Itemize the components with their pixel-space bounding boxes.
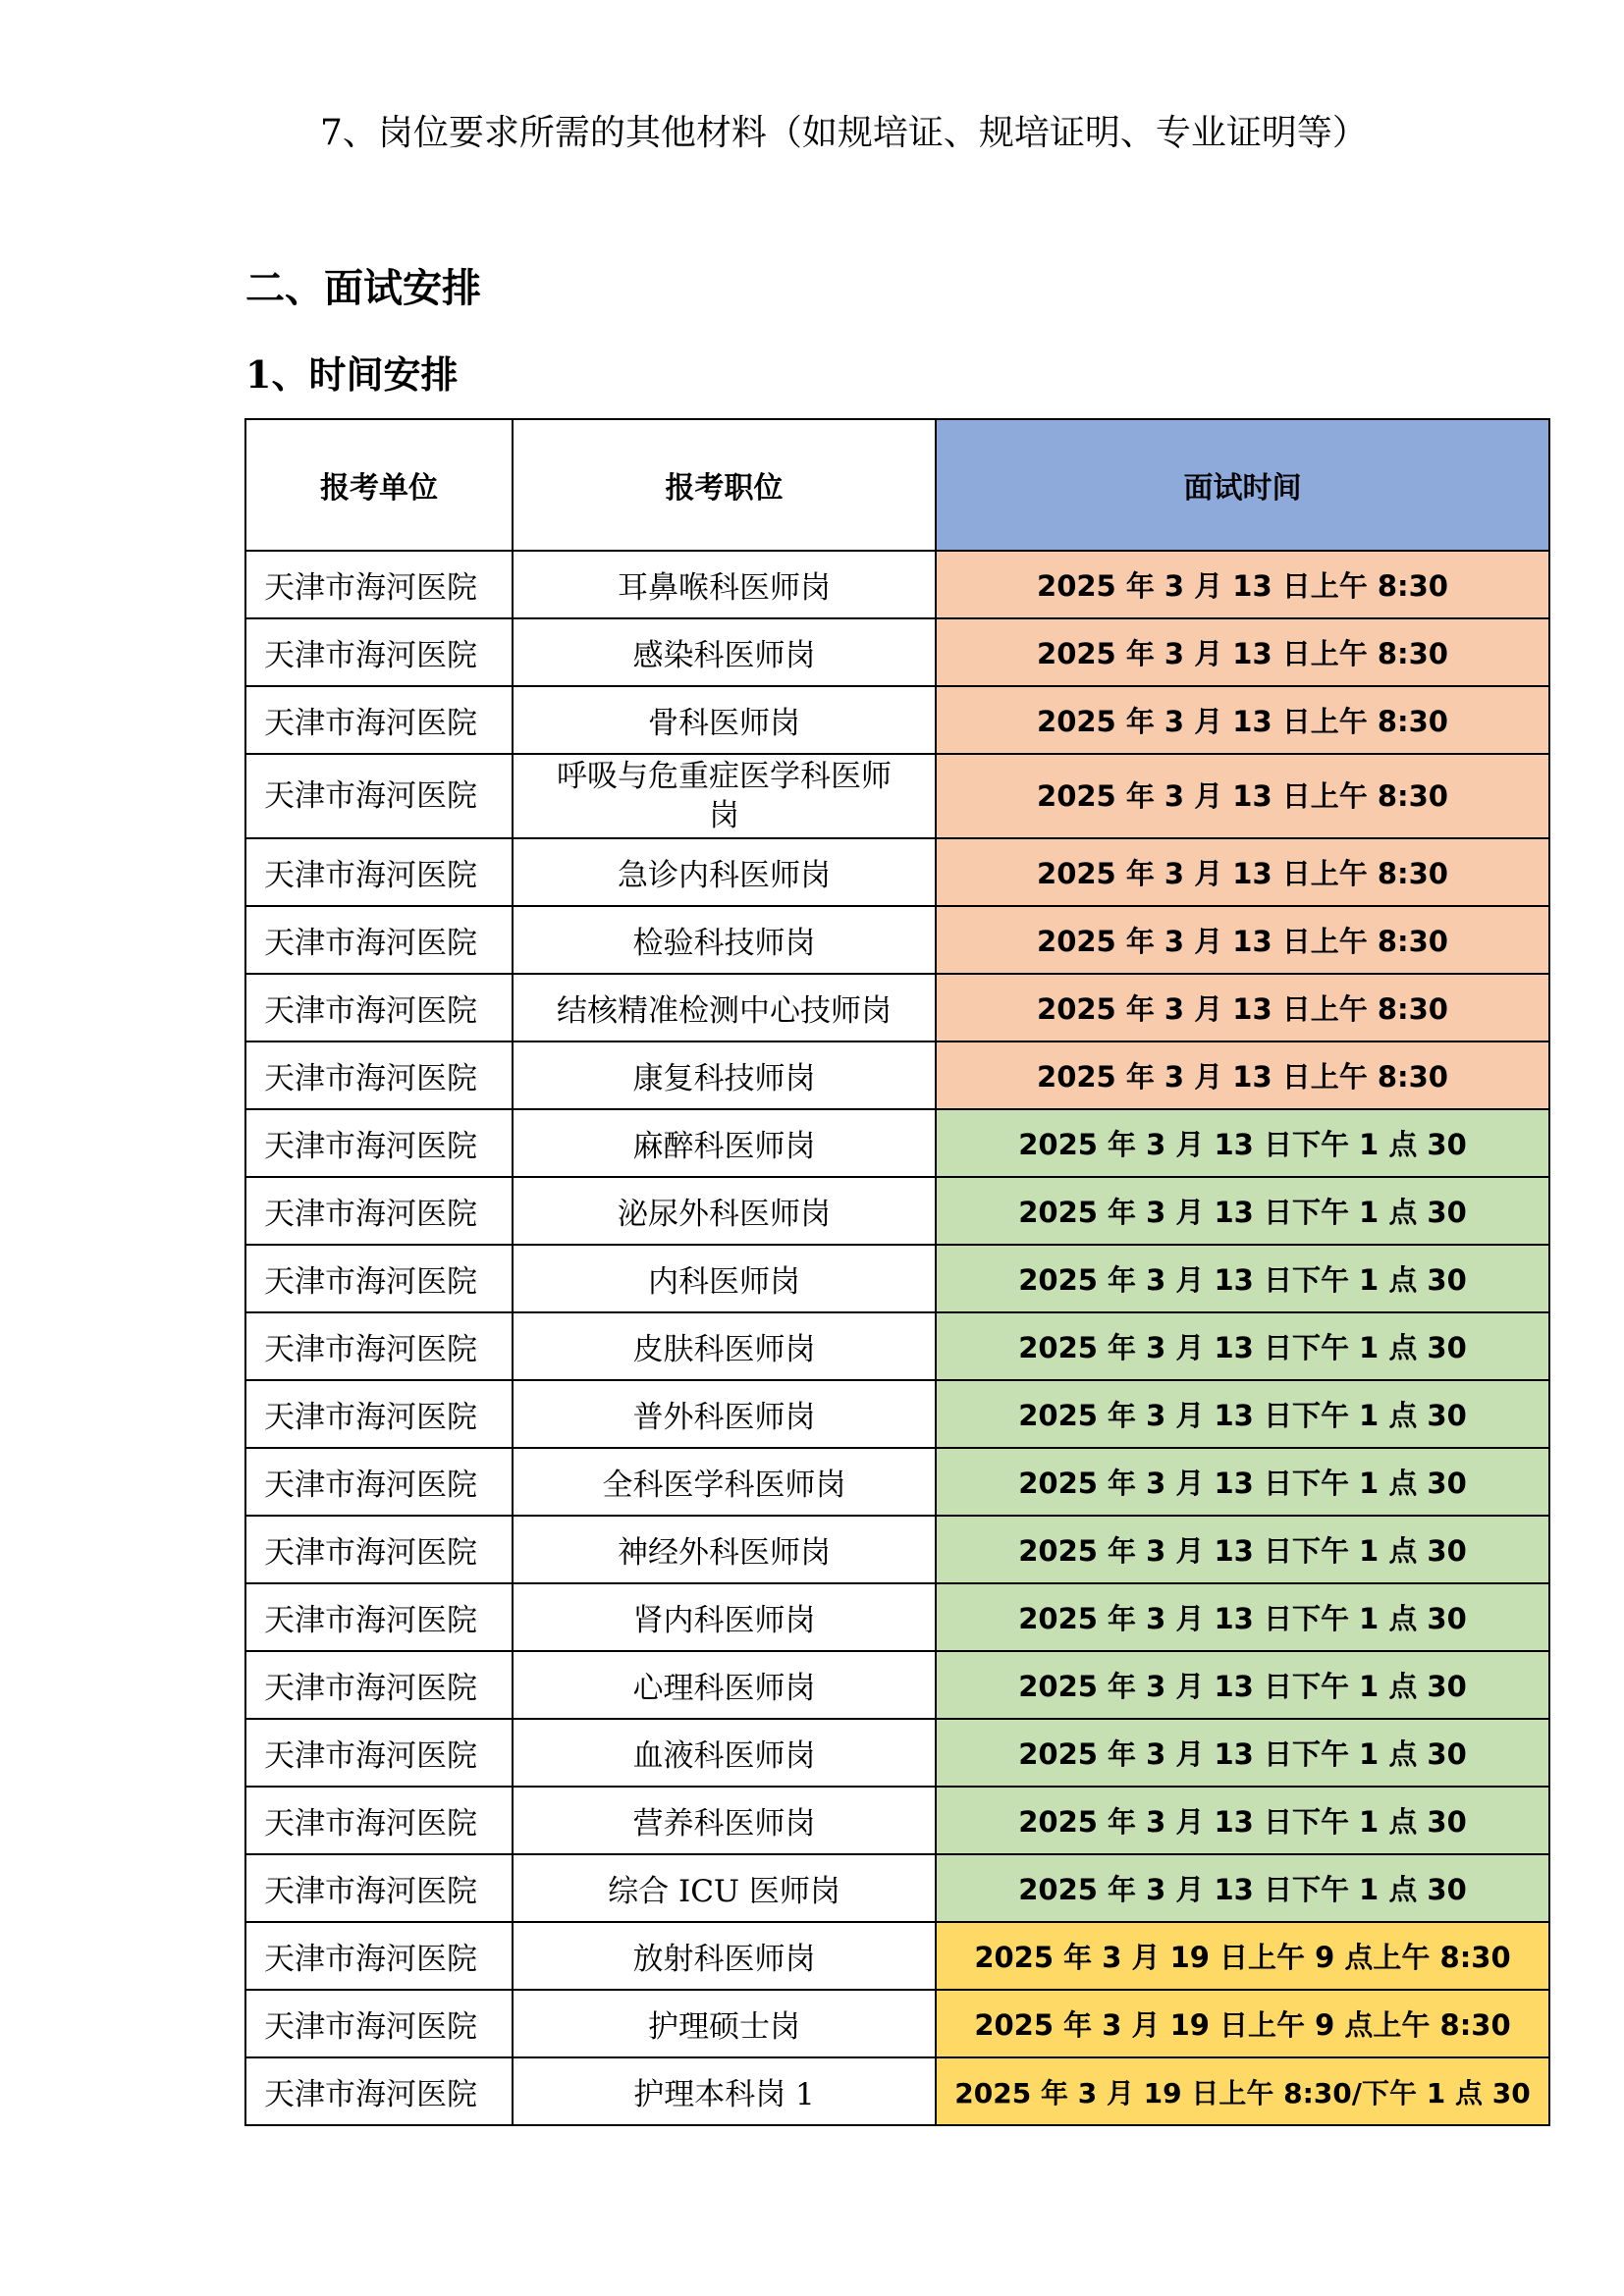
cell-unit: 天津市海河医院 <box>245 1312 513 1380</box>
cell-position: 肾内科医师岗 <box>513 1583 936 1651</box>
subsection-heading-time-arrangement: 1、时间安排 <box>245 352 459 397</box>
cell-position: 全科医学科医师岗 <box>513 1448 936 1516</box>
cell-unit: 天津市海河医院 <box>245 1177 513 1245</box>
cell-unit: 天津市海河医院 <box>245 1651 513 1719</box>
cell-position: 营养科医师岗 <box>513 1787 936 1854</box>
cell-time: 2025 年 3 月 13 日下午 1 点 30 <box>936 1719 1549 1787</box>
cell-position: 护理硕士岗 <box>513 1990 936 2057</box>
cell-unit: 天津市海河医院 <box>245 1583 513 1651</box>
cell-position: 骨科医师岗 <box>513 686 936 754</box>
cell-unit: 天津市海河医院 <box>245 838 513 906</box>
cell-unit: 天津市海河医院 <box>245 1787 513 1854</box>
interview-schedule-table <box>244 418 1550 2126</box>
cell-position: 急诊内科医师岗 <box>513 838 936 906</box>
table-row <box>245 618 1549 686</box>
cell-time: 2025 年 3 月 13 日上午 8:30 <box>936 618 1549 686</box>
cell-time: 2025 年 3 月 13 日下午 1 点 30 <box>936 1787 1549 1854</box>
cell-position: 检验科技师岗 <box>513 906 936 974</box>
table-row <box>245 686 1549 754</box>
cell-position: 神经外科医师岗 <box>513 1516 936 1583</box>
cell-time: 2025 年 3 月 13 日下午 1 点 30 <box>936 1109 1549 1177</box>
cell-time: 2025 年 3 月 13 日下午 1 点 30 <box>936 1854 1549 1922</box>
cell-position: 内科医师岗 <box>513 1245 936 1312</box>
cell-time: 2025 年 3 月 13 日上午 8:30 <box>936 754 1549 838</box>
cell-time: 2025 年 3 月 13 日上午 8:30 <box>936 1041 1549 1109</box>
table-row <box>245 2057 1549 2125</box>
cell-unit: 天津市海河医院 <box>245 1719 513 1787</box>
cell-time: 2025 年 3 月 13 日上午 8:30 <box>936 551 1549 618</box>
cell-time: 2025 年 3 月 13 日上午 8:30 <box>936 906 1549 974</box>
table-row <box>245 1380 1549 1448</box>
cell-position: 血液科医师岗 <box>513 1719 936 1787</box>
cell-position: 泌尿外科医师岗 <box>513 1177 936 1245</box>
cell-unit: 天津市海河医院 <box>245 1516 513 1583</box>
cell-position: 呼吸与危重症医学科医师岗 <box>513 754 936 838</box>
cell-time: 2025 年 3 月 13 日下午 1 点 30 <box>936 1448 1549 1516</box>
table-row <box>245 1516 1549 1583</box>
table-row <box>245 754 1549 838</box>
cell-unit: 天津市海河医院 <box>245 686 513 754</box>
cell-unit: 天津市海河医院 <box>245 618 513 686</box>
table-row <box>245 906 1549 974</box>
cell-position: 康复科技师岗 <box>513 1041 936 1109</box>
cell-position: 综合 ICU 医师岗 <box>513 1854 936 1922</box>
cell-time: 2025 年 3 月 19 日上午 9 点上午 8:30 <box>936 1990 1549 2057</box>
cell-time: 2025 年 3 月 19 日上午 8:30/下午 1 点 30 <box>936 2057 1549 2125</box>
table-row <box>245 838 1549 906</box>
table-row <box>245 1245 1549 1312</box>
table-row <box>245 1651 1549 1719</box>
table-row <box>245 1922 1549 1990</box>
cell-unit: 天津市海河医院 <box>245 1041 513 1109</box>
cell-position: 感染科医师岗 <box>513 618 936 686</box>
materials-item-7: 7、岗位要求所需的其他材料（如规培证、规培证明、专业证明等） <box>320 113 1368 153</box>
cell-unit: 天津市海河医院 <box>245 1854 513 1922</box>
table-row <box>245 1312 1549 1380</box>
cell-time: 2025 年 3 月 13 日上午 8:30 <box>936 686 1549 754</box>
cell-position: 耳鼻喉科医师岗 <box>513 551 936 618</box>
header-interview-time: 面试时间 <box>936 419 1549 551</box>
cell-unit: 天津市海河医院 <box>245 1922 513 1990</box>
section-heading-interview-arrangement: 二、面试安排 <box>245 265 481 311</box>
header-unit: 报考单位 <box>245 419 513 551</box>
cell-unit: 天津市海河医院 <box>245 2057 513 2125</box>
cell-time: 2025 年 3 月 13 日下午 1 点 30 <box>936 1651 1549 1719</box>
table-row <box>245 1448 1549 1516</box>
table-row <box>245 1177 1549 1245</box>
cell-unit: 天津市海河医院 <box>245 754 513 838</box>
table-header-row <box>245 419 1549 551</box>
cell-position: 麻醉科医师岗 <box>513 1109 936 1177</box>
cell-unit: 天津市海河医院 <box>245 1245 513 1312</box>
cell-time: 2025 年 3 月 13 日下午 1 点 30 <box>936 1583 1549 1651</box>
cell-unit: 天津市海河医院 <box>245 1990 513 2057</box>
table-row <box>245 551 1549 618</box>
cell-time: 2025 年 3 月 13 日下午 1 点 30 <box>936 1312 1549 1380</box>
cell-position: 皮肤科医师岗 <box>513 1312 936 1380</box>
cell-unit: 天津市海河医院 <box>245 906 513 974</box>
cell-position: 普外科医师岗 <box>513 1380 936 1448</box>
table-row <box>245 1109 1549 1177</box>
table-row <box>245 1041 1549 1109</box>
table-row <box>245 1854 1549 1922</box>
table-row <box>245 1719 1549 1787</box>
cell-time: 2025 年 3 月 13 日下午 1 点 30 <box>936 1380 1549 1448</box>
cell-time: 2025 年 3 月 13 日下午 1 点 30 <box>936 1245 1549 1312</box>
cell-position: 放射科医师岗 <box>513 1922 936 1990</box>
header-position: 报考职位 <box>513 419 936 551</box>
table-row <box>245 974 1549 1041</box>
cell-time: 2025 年 3 月 13 日下午 1 点 30 <box>936 1516 1549 1583</box>
cell-position: 护理本科岗 1 <box>513 2057 936 2125</box>
table-row <box>245 1787 1549 1854</box>
cell-unit: 天津市海河医院 <box>245 1109 513 1177</box>
cell-unit: 天津市海河医院 <box>245 974 513 1041</box>
cell-unit: 天津市海河医院 <box>245 1380 513 1448</box>
cell-unit: 天津市海河医院 <box>245 551 513 618</box>
table-row <box>245 1990 1549 2057</box>
cell-time: 2025 年 3 月 13 日上午 8:30 <box>936 838 1549 906</box>
cell-time: 2025 年 3 月 13 日上午 8:30 <box>936 974 1549 1041</box>
cell-position: 结核精准检测中心技师岗 <box>513 974 936 1041</box>
cell-time: 2025 年 3 月 13 日下午 1 点 30 <box>936 1177 1549 1245</box>
cell-position: 心理科医师岗 <box>513 1651 936 1719</box>
cell-time: 2025 年 3 月 19 日上午 9 点上午 8:30 <box>936 1922 1549 1990</box>
cell-unit: 天津市海河医院 <box>245 1448 513 1516</box>
table-row <box>245 1583 1549 1651</box>
